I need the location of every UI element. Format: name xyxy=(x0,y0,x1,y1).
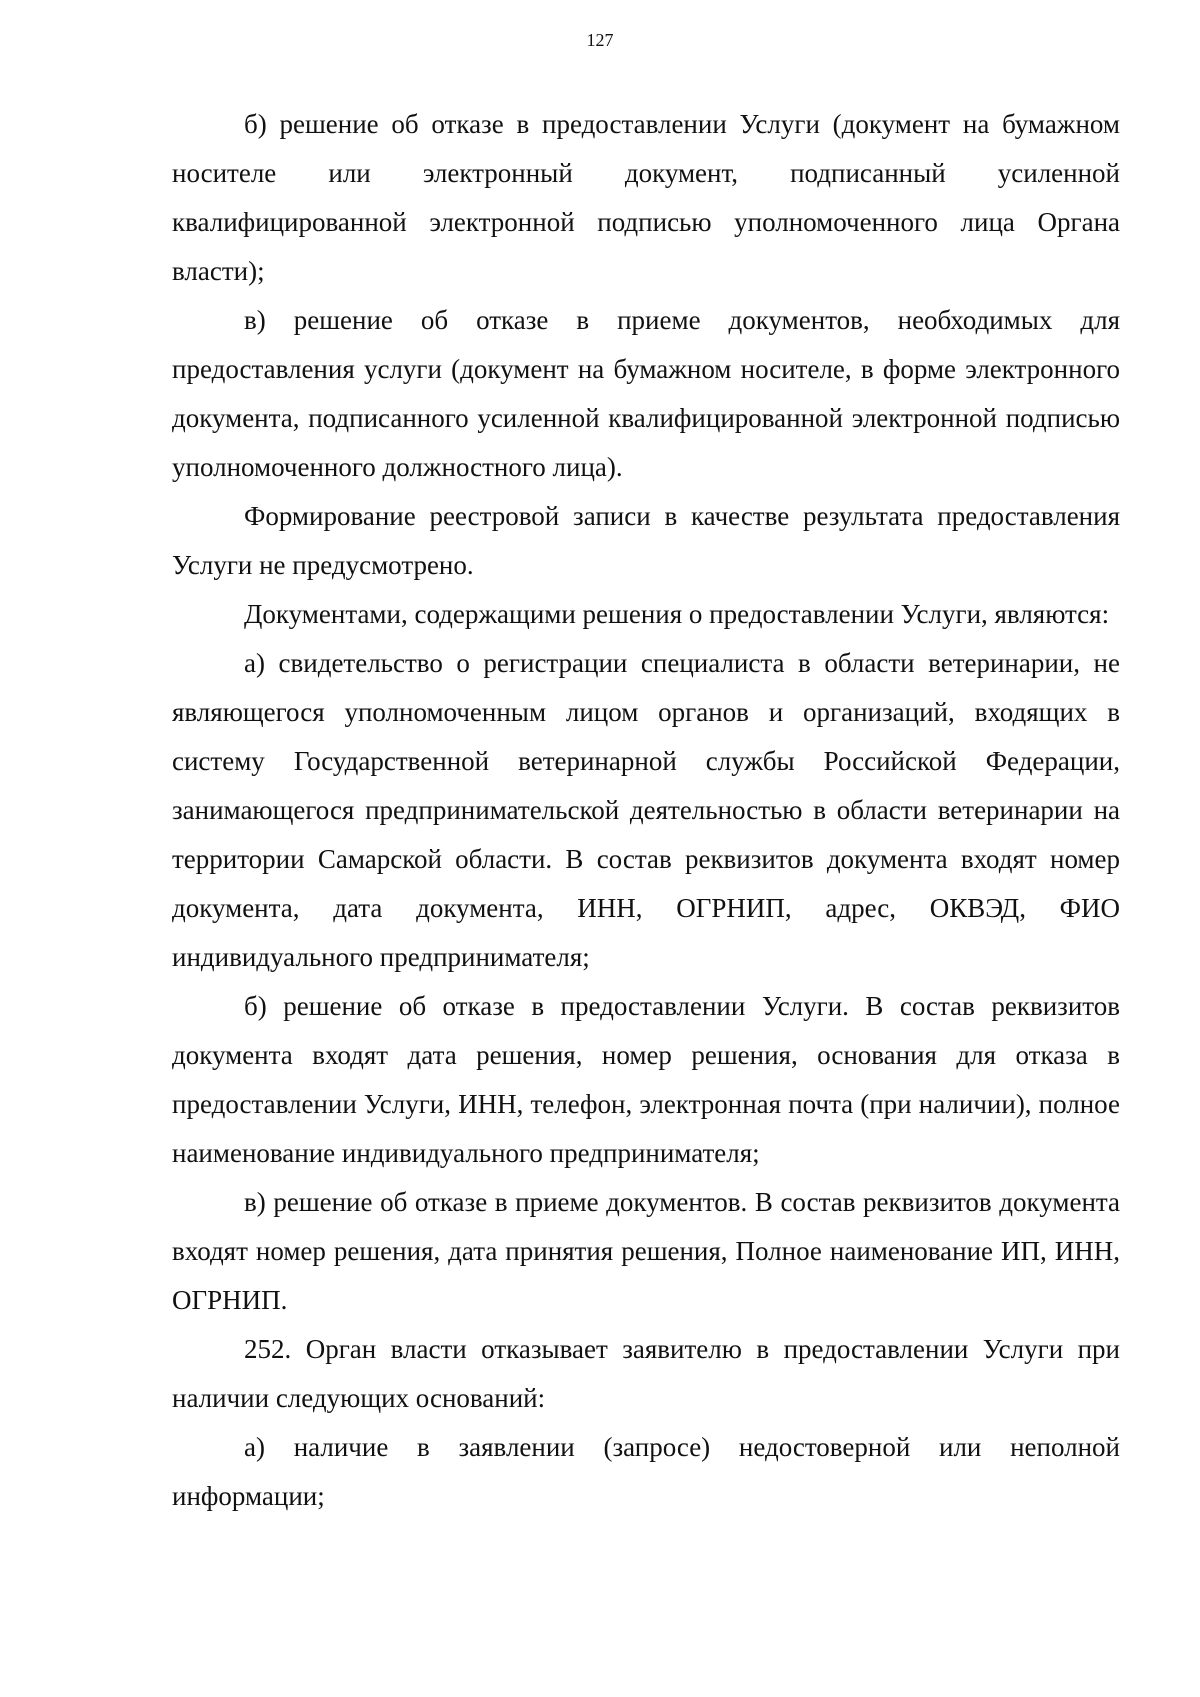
page-number: 127 xyxy=(586,30,614,50)
paragraph-ground-a: а) наличие в заявлении (запросе) недостоверной или неполной информации; xyxy=(172,1432,1120,1511)
paragraph-refusal-decision: б) решение об отказе в предоставлении Услуги (документ на бумажном носителе или электронный документ, подписанный усиленной квалифицированной электронной подписью уполномоченного лица Органа власти); xyxy=(172,109,1120,286)
document-body xyxy=(172,100,1120,1521)
paragraph-registration-certificate: а) свидетельство о регистрации специалиста в области ветеринарии, не являющегося уполномоченным лицом органов и организаций, входящих в систему Государственной ветеринарной службы Российской Федерации, занимающегося предпринимательской деятельностью в области ветеринарии на территории Самарской области. В состав реквизитов документа входят номер документа, дата документа, ИНН, ОГРНИП, адрес, ОКВЭД, ФИО индивидуального предпринимателя; xyxy=(172,648,1120,972)
paragraph-refusal-requisites: б) решение об отказе в предоставлении Услуги. В состав реквизитов документа входят дата решения, номер решения, основания для отказа в предоставлении Услуги, ИНН, телефон, электронная почта (при наличии), полное наименование индивидуального предпринимателя; xyxy=(172,991,1120,1168)
paragraph-section-252: 252. Орган власти отказывает заявителю в предоставлении Услуги при наличии следующих оснований: xyxy=(172,1334,1120,1413)
paragraph-rejection-requisites: в) решение об отказе в приеме документов. В состав реквизитов документа входят номер решения, дата принятия решения, Полное наименование ИП, ИНН, ОГРНИП. xyxy=(172,1187,1120,1315)
paragraph-decision-documents: Документами, содержащими решения о предоставлении Услуги, являются: xyxy=(244,599,1110,629)
paragraph-document-rejection: в) решение об отказе в приеме документов, необходимых для предоставления услуги (документ на бумажном носителе, в форме электронного документа, подписанного усиленной квалифицированной электронной подписью уполномоченного должностного лица). xyxy=(172,305,1120,482)
paragraph-registry-record: Формирование реестровой записи в качестве результата предоставления Услуги не предусмотрено. xyxy=(172,501,1120,580)
